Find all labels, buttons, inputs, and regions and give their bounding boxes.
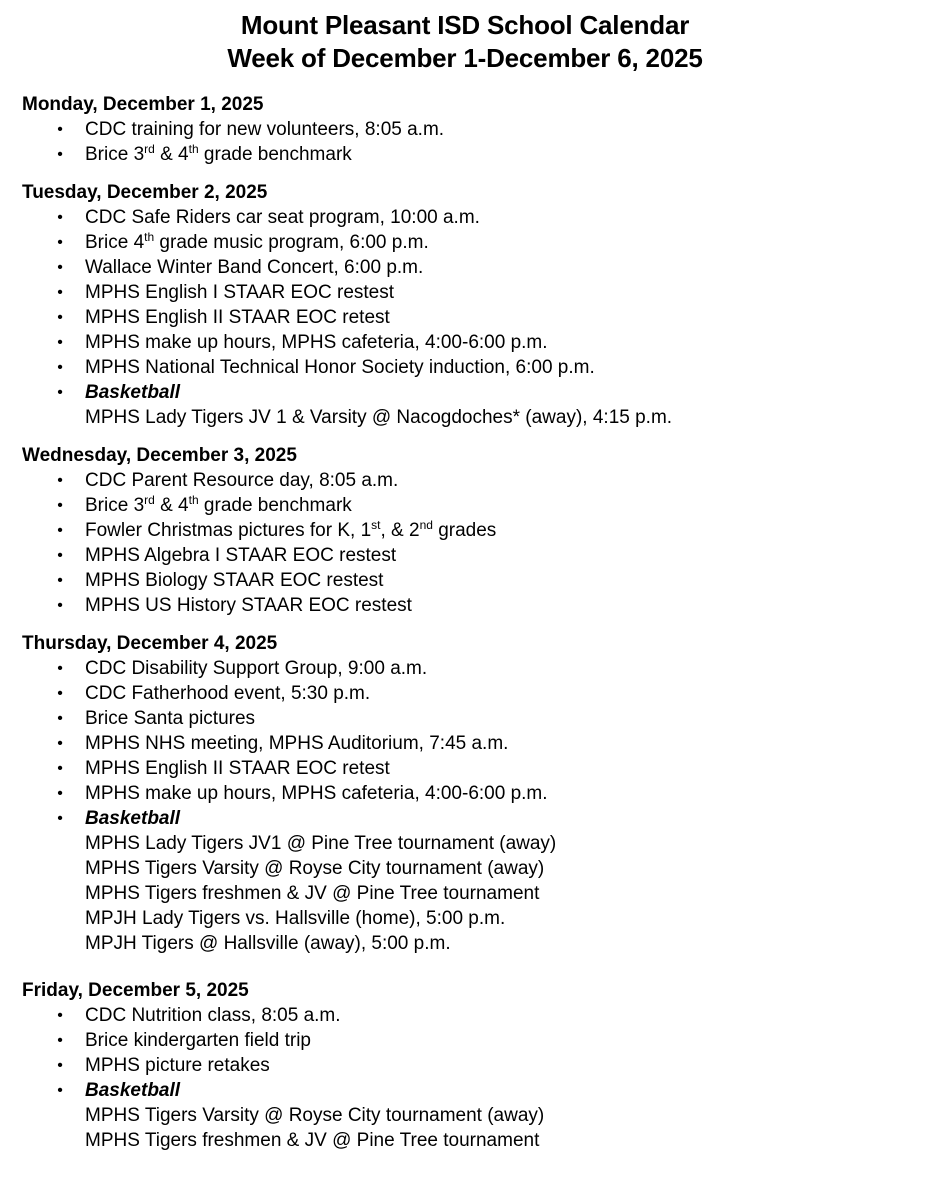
- calendar-content: [22, 92, 922, 1166]
- event-list: [22, 468, 922, 618]
- game-line: MPHS Lady Tigers JV1 @ Pine Tree tournament (away): [85, 833, 557, 854]
- day-friday: [22, 978, 922, 1153]
- event-item: [22, 1003, 922, 1028]
- event-item: [22, 330, 922, 355]
- bullet-icon: •: [57, 1082, 63, 1099]
- event-list: [22, 205, 922, 430]
- event-text: MPHS US History STAAR EOC restest: [85, 595, 412, 616]
- event-item: [22, 756, 922, 781]
- event-item: [22, 568, 922, 593]
- bullet-icon: •: [57, 359, 63, 376]
- event-text: MPHS picture retakes: [85, 1055, 270, 1076]
- day-heading: Thursday, December 4, 2025: [22, 633, 278, 654]
- day-thursday: [22, 631, 922, 956]
- game-line: MPHS Tigers Varsity @ Royse City tournament (away): [85, 858, 545, 879]
- bullet-icon: •: [57, 334, 63, 351]
- game-line: MPHS Tigers Varsity @ Royse City tournament (away): [85, 1105, 545, 1126]
- bullet-icon: •: [57, 1007, 63, 1024]
- game-line: MPHS Lady Tigers JV 1 & Varsity @ Nacogdoches* (away), 4:15 p.m.: [85, 407, 673, 428]
- event-text: Brice 4th grade music program, 6:00 p.m.: [85, 230, 429, 253]
- bullet-icon: •: [57, 710, 63, 727]
- bullet-icon: •: [57, 121, 63, 138]
- event-item: [22, 731, 922, 756]
- event-item: [22, 305, 922, 330]
- event-text: CDC Parent Resource day, 8:05 a.m.: [85, 470, 399, 491]
- title-line-2: Week of December 1-December 6, 2025: [227, 43, 703, 73]
- event-item: [22, 656, 922, 681]
- game-line: MPJH Lady Tigers vs. Hallsville (home), 5:00 p.m.: [85, 908, 506, 929]
- bullet-icon: •: [57, 685, 63, 702]
- event-text: CDC Fatherhood event, 5:30 p.m.: [85, 683, 371, 704]
- day-heading: Tuesday, December 2, 2025: [22, 182, 268, 203]
- game-line: MPJH Tigers @ Hallsville (away), 5:00 p.m.: [85, 933, 451, 954]
- event-item: [22, 255, 922, 280]
- category-label: Basketball: [85, 382, 181, 403]
- event-text: Brice 3rd & 4th grade benchmark: [85, 142, 352, 165]
- event-text: Brice Santa pictures: [85, 708, 256, 729]
- day-heading: Friday, December 5, 2025: [22, 980, 249, 1001]
- day-monday: [22, 92, 922, 167]
- bullet-icon: •: [57, 259, 63, 276]
- event-text: MPHS Algebra I STAAR EOC restest: [85, 545, 397, 566]
- event-list: [22, 656, 922, 956]
- bullet-icon: •: [57, 146, 63, 163]
- event-text: CDC Nutrition class, 8:05 a.m.: [85, 1005, 341, 1026]
- event-item: [22, 493, 922, 518]
- event-list: [22, 117, 922, 167]
- event-item: [22, 593, 922, 618]
- event-item: [22, 355, 922, 380]
- event-item: [22, 230, 922, 255]
- day-wednesday: [22, 443, 922, 618]
- bullet-icon: •: [57, 284, 63, 301]
- bullet-icon: •: [57, 660, 63, 677]
- event-item: [22, 142, 922, 167]
- event-text: MPHS NHS meeting, MPHS Auditorium, 7:45 a.m.: [85, 733, 509, 754]
- event-text: Brice kindergarten field trip: [85, 1030, 311, 1051]
- event-item: [22, 706, 922, 731]
- title-line-1: Mount Pleasant ISD School Calendar: [240, 10, 690, 40]
- event-text: MPHS English II STAAR EOC retest: [85, 307, 390, 328]
- event-text: Wallace Winter Band Concert, 6:00 p.m.: [85, 257, 424, 278]
- bullet-icon: •: [57, 785, 63, 802]
- event-item: [22, 468, 922, 493]
- event-item: [22, 117, 922, 142]
- day-tuesday: [22, 180, 922, 430]
- bullet-icon: •: [57, 1032, 63, 1049]
- bullet-icon: •: [57, 209, 63, 226]
- day-heading: Wednesday, December 3, 2025: [22, 445, 297, 466]
- event-item-basketball: [22, 380, 922, 430]
- event-item-basketball: [22, 1078, 922, 1153]
- event-text: MPHS make up hours, MPHS cafeteria, 4:00-6:00 p.m.: [85, 332, 548, 353]
- bullet-icon: •: [57, 1057, 63, 1074]
- event-text: MPHS Biology STAAR EOC restest: [85, 570, 384, 591]
- event-text: CDC Disability Support Group, 9:00 a.m.: [85, 658, 428, 679]
- event-text: CDC training for new volunteers, 8:05 a.m.: [85, 119, 445, 140]
- category-label: Basketball: [85, 1080, 181, 1101]
- game-line: MPHS Tigers freshmen & JV @ Pine Tree tournament: [85, 883, 540, 904]
- event-item: [22, 781, 922, 806]
- bullet-icon: •: [57, 497, 63, 514]
- event-text: CDC Safe Riders car seat program, 10:00 a.m.: [85, 207, 480, 228]
- bullet-icon: •: [57, 547, 63, 564]
- bullet-icon: •: [57, 572, 63, 589]
- event-item: [22, 681, 922, 706]
- bullet-icon: •: [57, 234, 63, 251]
- bullet-icon: •: [57, 522, 63, 539]
- bullet-icon: •: [57, 597, 63, 614]
- document-title: [0, 9, 930, 75]
- bullet-icon: •: [57, 760, 63, 777]
- bullet-icon: •: [57, 472, 63, 489]
- category-label: Basketball: [85, 808, 181, 829]
- bullet-icon: •: [57, 810, 63, 827]
- event-item: [22, 543, 922, 568]
- event-item: [22, 1028, 922, 1053]
- event-text: MPHS English II STAAR EOC retest: [85, 758, 390, 779]
- event-item-basketball: [22, 806, 922, 956]
- event-text: Brice 3rd & 4th grade benchmark: [85, 493, 352, 516]
- bullet-icon: •: [57, 309, 63, 326]
- event-text: Fowler Christmas pictures for K, 1st, & 2nd grades: [85, 518, 497, 541]
- game-line: MPHS Tigers freshmen & JV @ Pine Tree tournament: [85, 1130, 540, 1151]
- event-item: [22, 1053, 922, 1078]
- day-heading: Monday, December 1, 2025: [22, 94, 264, 115]
- event-text: MPHS English I STAAR EOC restest: [85, 282, 395, 303]
- event-text: MPHS make up hours, MPHS cafeteria, 4:00-6:00 p.m.: [85, 783, 548, 804]
- event-text: MPHS National Technical Honor Society induction, 6:00 p.m.: [85, 357, 595, 378]
- bullet-icon: •: [57, 384, 63, 401]
- event-item: [22, 518, 922, 543]
- event-item: [22, 205, 922, 230]
- bullet-icon: •: [57, 735, 63, 752]
- event-item: [22, 280, 922, 305]
- event-list: [22, 1003, 922, 1153]
